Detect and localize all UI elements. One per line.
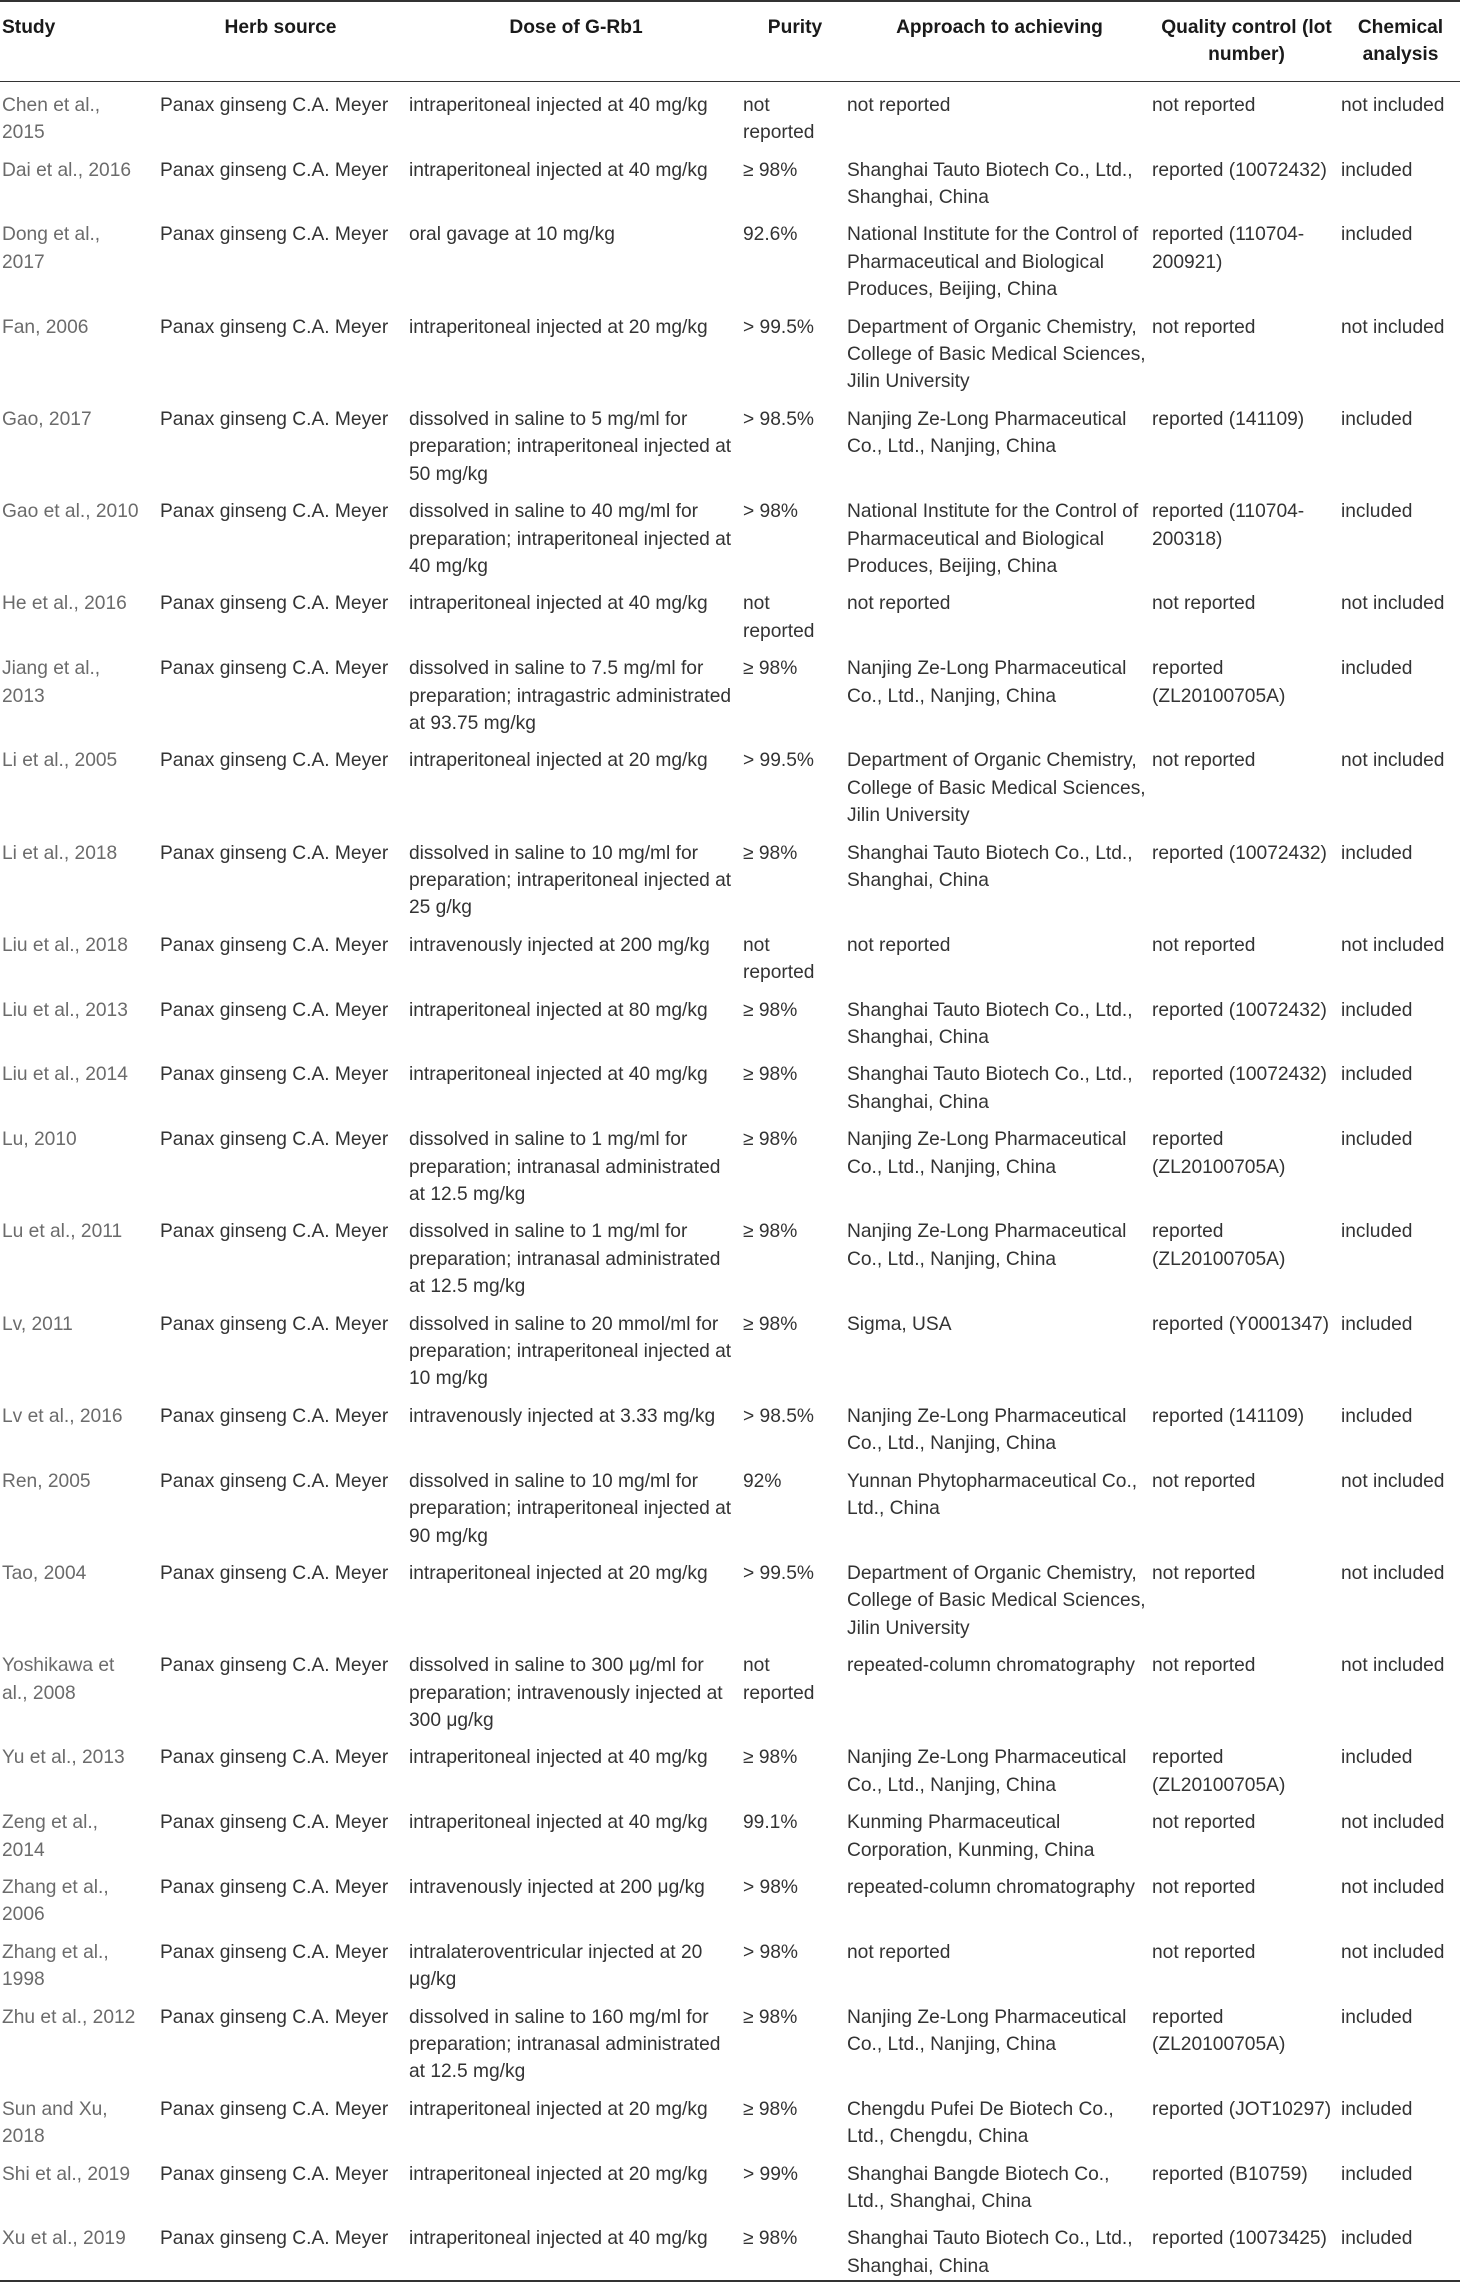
herb-source-cell: Panax ginseng C.A. Meyer [160, 2163, 389, 2185]
herb-source-cell: Panax ginseng C.A. Meyer [160, 1812, 389, 1834]
table-row [0, 645, 1460, 737]
dose-cell: dissolved in saline to 40 mg/ml for preparation; intraperitoneal injected at 40 mg/kg [409, 501, 732, 577]
table-row [0, 396, 1460, 488]
study-cell: Xu et al., 2019 [2, 2228, 126, 2250]
herb-source-cell: Panax ginseng C.A. Meyer [160, 224, 389, 246]
purity-cell: ≥ 98% [743, 1747, 798, 1769]
study-cell: Liu et al., 2013 [2, 999, 128, 1021]
chemical-analysis-cell: included [1341, 999, 1413, 1021]
purity-cell: 92.6% [743, 224, 798, 246]
dose-cell: intraperitoneal injected at 40 mg/kg [409, 1064, 708, 1086]
dose-cell: intraperitoneal injected at 20 mg/kg [409, 1562, 708, 1584]
study-cell: Zhang et al., 2006 [2, 1876, 109, 1926]
table-row [0, 1799, 1460, 1864]
dose-cell: dissolved in saline to 7.5 mg/ml for preparation; intragastric administrated at 93.75 mg/kg [409, 658, 732, 734]
quality-control-cell: not reported [1152, 1562, 1256, 1584]
purity-cell: 99.1% [743, 1812, 798, 1834]
approach-cell: Department of Organic Chemistry, College of Basic Medical Sciences, Jilin University [847, 316, 1146, 393]
study-cell: Zhang et al., 1998 [2, 1941, 109, 1991]
herb-source-cell: Panax ginseng C.A. Meyer [160, 501, 389, 523]
approach-cell: Nanjing Ze-Long Pharmaceutical Co., Ltd., Nanjing, China [847, 1747, 1127, 1796]
dose-cell: intraperitoneal injected at 40 mg/kg [409, 593, 708, 615]
chemical-analysis-cell: not included [1341, 1876, 1445, 1898]
study-cell: Fan, 2006 [2, 316, 89, 338]
herb-source-cell: Panax ginseng C.A. Meyer [160, 999, 389, 1021]
quality-control-cell: reported (Y0001347) [1152, 1313, 1330, 1335]
purity-cell: 92% [743, 1470, 782, 1492]
header-chemical-analysis: Chemical analysis [1357, 17, 1444, 66]
study-cell: Liu et al., 2018 [2, 934, 128, 956]
purity-cell: ≥ 98% [743, 2098, 798, 2120]
header-purity: Purity [767, 17, 823, 38]
herb-source-cell: Panax ginseng C.A. Meyer [160, 1562, 389, 1584]
chemical-analysis-cell: not included [1341, 934, 1445, 956]
study-cell: Liu et al., 2014 [2, 1064, 128, 1086]
purity-cell: ≥ 98% [743, 2228, 798, 2250]
dose-cell: intraperitoneal injected at 40 mg/kg [409, 1747, 708, 1769]
chemical-analysis-cell: included [1341, 1405, 1413, 1427]
approach-cell: Sigma, USA [847, 1313, 952, 1335]
dose-cell: intralateroventricular injected at 20 μg/kg [409, 1941, 703, 1991]
herb-source-cell: Panax ginseng C.A. Meyer [160, 2006, 389, 2028]
herb-source-cell: Panax ginseng C.A. Meyer [160, 1129, 389, 1151]
study-cell: Li et al., 2005 [2, 750, 118, 772]
chemical-analysis-cell: included [1341, 408, 1413, 430]
header-approach: Approach to achieving [896, 17, 1103, 38]
herb-source-cell: Panax ginseng C.A. Meyer [160, 316, 389, 338]
purity-cell: > 98.5% [743, 1405, 814, 1427]
chemical-analysis-cell: included [1341, 2098, 1413, 2120]
approach-cell: Nanjing Ze-Long Pharmaceutical Co., Ltd., Nanjing, China [847, 1221, 1127, 1270]
herb-source-cell: Panax ginseng C.A. Meyer [160, 1747, 389, 1769]
herb-source-cell: Panax ginseng C.A. Meyer [160, 1405, 389, 1427]
purity-cell: ≥ 98% [743, 2006, 798, 2028]
purity-cell: > 99% [743, 2163, 798, 2185]
quality-control-cell: reported (ZL20100705A) [1152, 658, 1286, 707]
herb-source-cell: Panax ginseng C.A. Meyer [160, 408, 389, 430]
quality-control-cell: not reported [1152, 1876, 1256, 1898]
purity-cell: ≥ 98% [743, 999, 798, 1021]
approach-cell: repeated-column chromatography [847, 1876, 1135, 1898]
study-cell: Gao et al., 2010 [2, 501, 139, 523]
dose-cell: intraperitoneal injected at 40 mg/kg [409, 159, 708, 181]
quality-control-cell: not reported [1152, 593, 1256, 615]
dose-cell: oral gavage at 10 mg/kg [409, 224, 615, 246]
dose-cell: intraperitoneal injected at 20 mg/kg [409, 316, 708, 338]
purity-cell: > 99.5% [743, 316, 814, 338]
study-cell: He et al., 2016 [2, 593, 127, 615]
study-cell: Lv et al., 2016 [2, 1405, 123, 1427]
quality-control-cell: not reported [1152, 316, 1256, 338]
purity-cell: > 98% [743, 501, 798, 523]
dose-cell: intraperitoneal injected at 20 mg/kg [409, 2163, 708, 2185]
table-row [0, 1393, 1460, 1458]
table-row [0, 1116, 1460, 1208]
study-cell: Lu, 2010 [2, 1129, 77, 1151]
table-row [0, 1642, 1460, 1734]
approach-cell: Shanghai Tauto Biotech Co., Ltd., Shanghai, China [847, 1064, 1133, 1113]
dose-cell: intraperitoneal injected at 40 mg/kg [409, 94, 708, 116]
herb-source-cell: Panax ginseng C.A. Meyer [160, 658, 389, 680]
purity-cell: ≥ 98% [743, 842, 798, 864]
chemical-analysis-cell: included [1341, 159, 1413, 181]
study-cell: Dai et al., 2016 [2, 159, 132, 181]
chemical-analysis-cell: not included [1341, 1562, 1445, 1584]
table-row [0, 1051, 1460, 1116]
study-cell: Yu et al., 2013 [2, 1747, 125, 1769]
table-row [0, 2151, 1460, 2216]
study-cell: Zhu et al., 2012 [2, 2006, 136, 2028]
table-row [0, 304, 1460, 396]
purity-cell: > 99.5% [743, 1562, 814, 1584]
table-row [0, 922, 1460, 987]
study-cell: Li et al., 2018 [2, 842, 118, 864]
dose-cell: dissolved in saline to 1 mg/ml for preparation; intranasal administrated at 12.5 mg/kg [409, 1221, 721, 1298]
chemical-analysis-cell: included [1341, 2163, 1413, 2185]
study-cell: Zeng et al., 2014 [2, 1812, 98, 1861]
study-cell: Dong et al., 2017 [2, 224, 101, 273]
quality-control-cell: reported (110704-200318) [1152, 501, 1305, 550]
quality-control-cell: not reported [1152, 1470, 1256, 1492]
purity-cell: not reported [743, 593, 815, 642]
herb-source-cell: Panax ginseng C.A. Meyer [160, 1470, 389, 1492]
herb-source-cell: Panax ginseng C.A. Meyer [160, 1941, 389, 1963]
dose-cell: dissolved in saline to 300 μg/ml for preparation; intravenously injected at 300 μg/kg [409, 1655, 723, 1731]
approach-cell: Shanghai Tauto Biotech Co., Ltd., Shanghai, China [847, 2228, 1133, 2277]
approach-cell: National Institute for the Control of Pharmaceutical and Biological Produces, Beijing, China [847, 224, 1139, 301]
herb-source-cell: Panax ginseng C.A. Meyer [160, 842, 389, 864]
study-cell: Chen et al., 2015 [2, 94, 101, 144]
quality-control-cell: reported (110704-200921) [1152, 224, 1305, 273]
herb-source-cell: Panax ginseng C.A. Meyer [160, 2228, 389, 2250]
purity-cell: ≥ 98% [743, 159, 798, 181]
dose-cell: intravenously injected at 200 μg/kg [409, 1876, 705, 1898]
approach-cell: Kunming Pharmaceutical Corporation, Kunming, China [847, 1812, 1095, 1861]
quality-control-cell: reported (ZL20100705A) [1152, 1747, 1286, 1796]
herb-source-cell: Panax ginseng C.A. Meyer [160, 94, 389, 116]
table-row [0, 1929, 1460, 1994]
approach-cell: Nanjing Ze-Long Pharmaceutical Co., Ltd., Nanjing, China [847, 658, 1127, 707]
approach-cell: Department of Organic Chemistry, College of Basic Medical Sciences, Jilin University [847, 750, 1146, 827]
dose-cell: intraperitoneal injected at 40 mg/kg [409, 1812, 708, 1834]
approach-cell: Nanjing Ze-Long Pharmaceutical Co., Ltd., Nanjing, China [847, 2006, 1127, 2055]
herb-source-cell: Panax ginseng C.A. Meyer [160, 1876, 389, 1898]
purity-cell: > 98% [743, 1941, 798, 1963]
chemical-analysis-cell: included [1341, 1221, 1413, 1243]
study-cell: Jiang et al., 2013 [2, 658, 101, 707]
approach-cell: Nanjing Ze-Long Pharmaceutical Co., Ltd., Nanjing, China [847, 1405, 1127, 1455]
quality-control-cell: reported (ZL20100705A) [1152, 2006, 1286, 2055]
herb-source-cell: Panax ginseng C.A. Meyer [160, 750, 389, 772]
quality-control-cell: not reported [1152, 1941, 1256, 1963]
quality-control-cell: reported (10072432) [1152, 159, 1327, 181]
table-body [0, 81, 1460, 2281]
quality-control-cell: not reported [1152, 1655, 1256, 1677]
dose-cell: dissolved in saline to 10 mg/ml for preparation; intraperitoneal injected at 90 mg/kg [409, 1470, 732, 1547]
approach-cell: not reported [847, 593, 951, 615]
purity-cell: ≥ 98% [743, 1064, 798, 1086]
header-dose: Dose of G-Rb1 [509, 17, 643, 38]
chemical-analysis-cell: included [1341, 1313, 1413, 1335]
table-row [0, 737, 1460, 829]
chemical-analysis-cell: included [1341, 1747, 1413, 1769]
dose-cell: intravenously injected at 3.33 mg/kg [409, 1405, 716, 1427]
header-quality-control: Quality control (lot number) [1161, 17, 1332, 66]
quality-control-cell: reported (10073425) [1152, 2228, 1327, 2250]
header-herb-source: Herb source [224, 17, 337, 38]
quality-control-cell: not reported [1152, 94, 1256, 116]
table-row [0, 147, 1460, 212]
approach-cell: not reported [847, 94, 951, 116]
table-row [0, 580, 1460, 645]
approach-cell: repeated-column chromatography [847, 1655, 1135, 1677]
chemical-analysis-cell: included [1341, 2228, 1413, 2250]
dose-cell: dissolved in saline to 5 mg/ml for preparation; intraperitoneal injected at 50 mg/kg [409, 408, 732, 485]
herb-source-cell: Panax ginseng C.A. Meyer [160, 1655, 389, 1677]
table-row [0, 2215, 1460, 2281]
table-row [0, 1864, 1460, 1929]
dose-cell: dissolved in saline to 10 mg/ml for preparation; intraperitoneal injected at 25 g/kg [409, 842, 732, 919]
chemical-analysis-cell: included [1341, 501, 1413, 523]
herb-source-cell: Panax ginseng C.A. Meyer [160, 934, 389, 956]
chemical-analysis-cell: not included [1341, 316, 1445, 338]
quality-control-cell: reported (ZL20100705A) [1152, 1129, 1286, 1178]
table-row [0, 211, 1460, 303]
purity-cell: ≥ 98% [743, 1221, 798, 1243]
purity-cell: not reported [743, 1655, 815, 1704]
purity-cell: ≥ 98% [743, 1129, 798, 1151]
chemical-analysis-cell: included [1341, 2006, 1413, 2028]
herb-source-cell: Panax ginseng C.A. Meyer [160, 1064, 389, 1086]
purity-cell: > 99.5% [743, 750, 814, 772]
table-row [0, 1734, 1460, 1799]
dose-cell: intraperitoneal injected at 20 mg/kg [409, 2098, 708, 2120]
purity-cell: > 98.5% [743, 408, 814, 430]
quality-control-cell: not reported [1152, 750, 1256, 772]
dose-cell: dissolved in saline to 20 mmol/ml for preparation; intraperitoneal injected at 10 mg/kg [409, 1313, 732, 1390]
dose-cell: intraperitoneal injected at 80 mg/kg [409, 999, 708, 1021]
dose-cell: dissolved in saline to 1 mg/ml for preparation; intranasal administrated at 12.5 mg/kg [409, 1129, 721, 1206]
quality-control-cell: not reported [1152, 934, 1256, 956]
chemical-analysis-cell: included [1341, 658, 1413, 680]
table-row [0, 830, 1460, 922]
chemical-analysis-cell: not included [1341, 750, 1445, 772]
approach-cell: not reported [847, 934, 951, 956]
study-cell: Ren, 2005 [2, 1470, 91, 1492]
table-row [0, 1994, 1460, 2086]
purity-cell: ≥ 98% [743, 658, 798, 680]
table-row [0, 987, 1460, 1052]
study-cell: Tao, 2004 [2, 1562, 87, 1584]
chemical-analysis-cell: not included [1341, 593, 1445, 615]
herb-source-cell: Panax ginseng C.A. Meyer [160, 1221, 389, 1243]
chemical-analysis-cell: included [1341, 1129, 1413, 1151]
quality-control-cell: reported (10072432) [1152, 842, 1327, 864]
chemical-analysis-cell: included [1341, 1064, 1413, 1086]
header-study: Study [2, 17, 56, 38]
herb-source-cell: Panax ginseng C.A. Meyer [160, 159, 389, 181]
chemical-analysis-cell: included [1341, 842, 1413, 864]
herb-source-cell: Panax ginseng C.A. Meyer [160, 2098, 389, 2120]
dose-cell: intravenously injected at 200 mg/kg [409, 934, 710, 956]
approach-cell: Chengdu Pufei De Biotech Co., Ltd., Chengdu, China [847, 2098, 1114, 2148]
dose-cell: dissolved in saline to 160 mg/ml for preparation; intranasal administrated at 12.5 mg/kg [409, 2006, 721, 2083]
chemical-analysis-cell: included [1341, 224, 1413, 246]
table-row [0, 1550, 1460, 1642]
study-cell: Lv, 2011 [2, 1313, 73, 1335]
table-row [0, 1208, 1460, 1300]
approach-cell: Department of Organic Chemistry, College of Basic Medical Sciences, Jilin University [847, 1562, 1146, 1639]
approach-cell: Shanghai Bangde Biotech Co., Ltd., Shanghai, China [847, 2163, 1110, 2213]
table-row [0, 488, 1460, 580]
table-row [0, 1301, 1460, 1393]
quality-control-cell: reported (ZL20100705A) [1152, 1221, 1286, 1270]
purity-cell: not reported [743, 94, 815, 144]
dose-cell: intraperitoneal injected at 40 mg/kg [409, 2228, 708, 2250]
approach-cell: Nanjing Ze-Long Pharmaceutical Co., Ltd., Nanjing, China [847, 1129, 1127, 1178]
study-cell: Lu et al., 2011 [2, 1221, 123, 1243]
table-row [0, 1458, 1460, 1550]
approach-cell: Shanghai Tauto Biotech Co., Ltd., Shanghai, China [847, 999, 1133, 1048]
quality-control-cell: reported (141109) [1152, 408, 1305, 430]
table-row [0, 81, 1460, 146]
quality-control-cell: reported (JOT10297) [1152, 2098, 1332, 2120]
study-cell: Yoshikawa et al., 2008 [2, 1655, 115, 1704]
table-row [0, 2086, 1460, 2151]
approach-cell: Yunnan Phytopharmaceutical Co., Ltd., China [847, 1470, 1138, 1520]
herb-source-cell: Panax ginseng C.A. Meyer [160, 1313, 389, 1335]
approach-cell: Nanjing Ze-Long Pharmaceutical Co., Ltd., Nanjing, China [847, 408, 1127, 458]
chemical-analysis-cell: not included [1341, 1470, 1445, 1492]
quality-control-cell: reported (10072432) [1152, 999, 1327, 1021]
purity-cell: ≥ 98% [743, 1313, 798, 1335]
chemical-analysis-cell: not included [1341, 94, 1445, 116]
study-cell: Gao, 2017 [2, 408, 92, 430]
chemical-analysis-cell: not included [1341, 1812, 1445, 1834]
approach-cell: not reported [847, 1941, 951, 1963]
study-cell: Shi et al., 2019 [2, 2163, 131, 2185]
dose-cell: intraperitoneal injected at 20 mg/kg [409, 750, 708, 772]
table-header-row [0, 1, 1460, 81]
study-cell: Sun and Xu, 2018 [2, 2098, 108, 2148]
chemical-analysis-cell: not included [1341, 1941, 1445, 1963]
approach-cell: Shanghai Tauto Biotech Co., Ltd., Shanghai, China [847, 842, 1133, 891]
approach-cell: National Institute for the Control of Pharmaceutical and Biological Produces, Beijing, China [847, 501, 1139, 577]
purity-cell: > 98% [743, 1876, 798, 1898]
quality-control-cell: reported (B10759) [1152, 2163, 1308, 2185]
herb-source-cell: Panax ginseng C.A. Meyer [160, 593, 389, 615]
chemical-analysis-cell: not included [1341, 1655, 1445, 1677]
quality-control-cell: not reported [1152, 1812, 1256, 1834]
quality-control-cell: reported (141109) [1152, 1405, 1305, 1427]
approach-cell: Shanghai Tauto Biotech Co., Ltd., Shanghai, China [847, 159, 1133, 209]
quality-control-cell: reported (10072432) [1152, 1064, 1327, 1086]
purity-cell: not reported [743, 934, 815, 984]
